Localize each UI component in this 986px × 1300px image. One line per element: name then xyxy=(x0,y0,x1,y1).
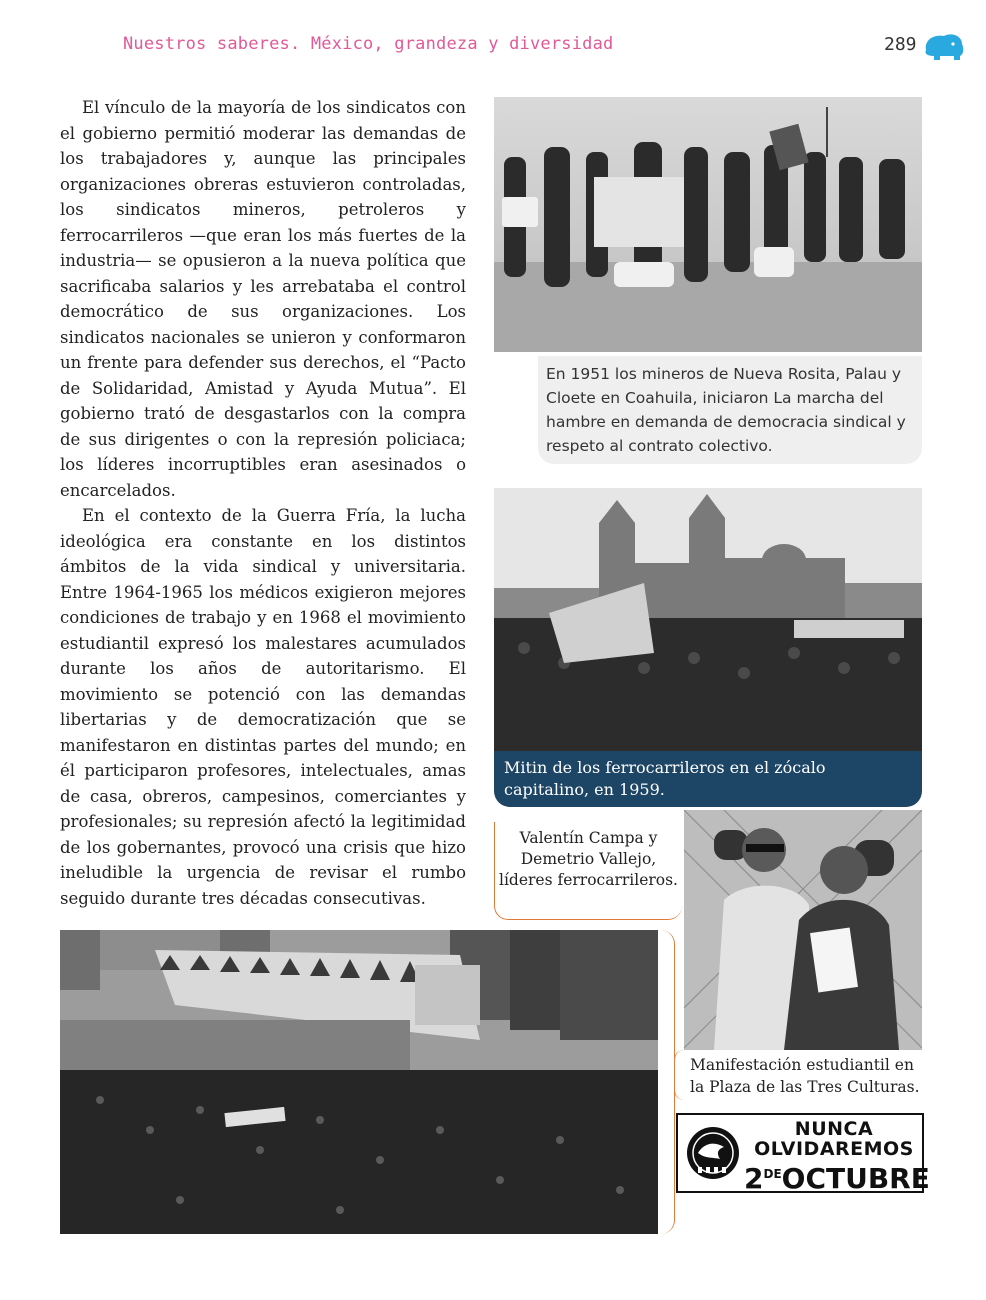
caption-leaders: Valentín Campa y Demetrio Vallejo, líderes ferrocarrileros. xyxy=(494,822,682,920)
poster-line-2: OLVIDAREMOS xyxy=(754,1138,914,1160)
page-number: 289 xyxy=(884,34,917,55)
poster-text xyxy=(744,1118,930,1195)
paragraph-2: En el contexto de la Guerra Fría, la lucha ideológica era constante en los distintos ámbitos de la vida sindical y universitaria. Entre 1964-1965 los médicos exigieron mejores condiciones de trabajo y en 1968 el movimiento estudiantil expresó los malestares acumulados durante los años de autoritarismo. El movimiento se potenció con las demandas libertarias y de democratización que se manifestaron en distintas partes del mundo; en él participaron profesores, intelectuales, amas de casa, obreros, campesinos, comerciantes y profesionales; su represión afectó la legitimidad de los gobernantes, provocó una crisis que hizo ineludible la urgencia de revisar el rumbo seguido durante tres décadas consecutivas. xyxy=(60,506,466,908)
tlatelolco-crowd-photo xyxy=(60,930,658,1234)
caption-plaza: Manifestación estudiantil en la Plaza de las Tres Culturas. xyxy=(690,1056,920,1096)
orange-bracket-small xyxy=(674,1050,685,1100)
dove-seal-icon xyxy=(684,1123,742,1183)
elephant-icon xyxy=(920,30,966,64)
nunca-olvidaremos-poster xyxy=(676,1113,930,1195)
poster-line-3 xyxy=(744,1159,930,1195)
poster-line-1: NUNCA xyxy=(794,1118,874,1140)
orange-bracket xyxy=(658,930,675,1234)
caption-railway-rally: Mitin de los ferrocarrileros en el zócalo capitalino, en 1959. xyxy=(494,751,922,807)
poster-month: OCTUBRE xyxy=(781,1162,930,1195)
leaders-photo xyxy=(684,810,922,1050)
poster-day: 2 xyxy=(744,1162,764,1195)
poster-de: DE xyxy=(763,1167,782,1181)
caption-miners: En 1951 los mineros de Nueva Rosita, Palau y Cloete en Coahuila, iniciaron La marcha del hambre en demanda de democracia sindical y respeto al contrato colectivo. xyxy=(538,356,922,464)
zocalo-rally-photo xyxy=(494,488,922,751)
body-text xyxy=(60,95,466,911)
running-header: Nuestros saberes. México, grandeza y diversidad xyxy=(123,34,614,54)
miners-march-photo xyxy=(494,97,922,352)
paragraph-1: El vínculo de la mayoría de los sindicatos con el gobierno permitió moderar las demandas de los trabajadores y, aunque las principales organizaciones obreras estuvieron controladas, los sindicatos mineros, petroleros y ferrocarrileros —que eran los más fuertes de la industria— se opusieron a la nueva política que sacrificaba salarios y les arrebataba el control democrático de sus organizaciones. Los sindicatos nacionales se unieron y conformaron un frente para defender sus derechos, el “Pacto de Solidaridad, Amistad y Ayuda Mutua”. El gobierno trató de desgastarlos con la compra de sus dirigentes o con la represión policiaca; los líderes incorruptibles eran asesinados o encarcelados. xyxy=(60,98,466,500)
